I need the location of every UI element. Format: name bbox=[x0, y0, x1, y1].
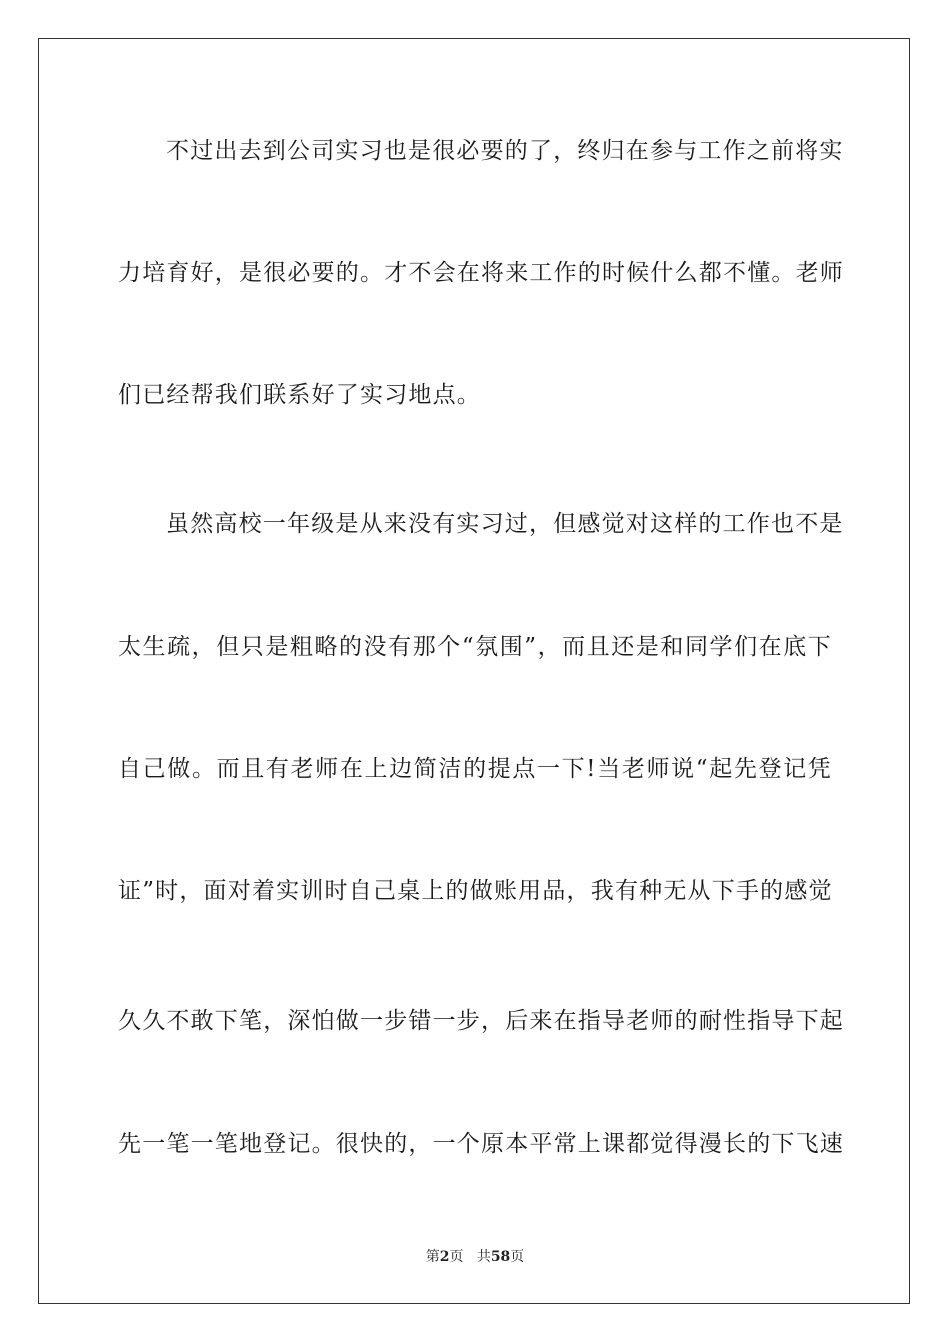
footer-page-suffix: 页 bbox=[449, 1249, 464, 1265]
paragraph-2-line-1: 虽然高校一年级是从来没有实习过，但感觉对这样的工作也不是 bbox=[166, 511, 844, 537]
paragraph-2-line-6: 先一笔一笔地登记。很快的，一个原本平常上课都觉得漫长的下飞速 bbox=[118, 1131, 844, 1157]
paragraph-2-line-4: 证”时，面对着实训时自己桌上的做账用品，我有种无从下手的感觉 bbox=[118, 878, 833, 904]
page-frame bbox=[38, 38, 910, 1304]
paragraph-2-line-3: 自己做。而且有老师在上边简洁的提点一下!当老师说“起先登记凭 bbox=[118, 756, 832, 782]
paragraph-1-line-2: 力培育好，是很必要的。才不会在将来工作的时候什么都不懂。老师 bbox=[118, 260, 844, 286]
paragraph-1-line-1: 不过出去到公司实习也是很必要的了，终归在参与工作之前将实 bbox=[166, 138, 844, 164]
page-footer bbox=[0, 1248, 950, 1266]
footer-total-pages: 58 bbox=[490, 1249, 511, 1265]
footer-page-number: 2 bbox=[439, 1249, 450, 1265]
paragraph-2-line-5: 久久不敢下笔，深怕做一步错一步，后来在指导老师的耐性指导下起 bbox=[118, 1008, 844, 1034]
paragraph-2-line-2: 太生疏，但只是粗略的没有那个“氛围”，而且还是和同学们在底下 bbox=[118, 634, 832, 660]
footer-prefix: 第 bbox=[425, 1249, 440, 1265]
footer-total-suffix: 页 bbox=[510, 1249, 525, 1265]
footer-total-prefix: 共 bbox=[476, 1249, 491, 1265]
paragraph-1-line-3: 们已经帮我们联系好了实习地点。 bbox=[118, 382, 481, 408]
